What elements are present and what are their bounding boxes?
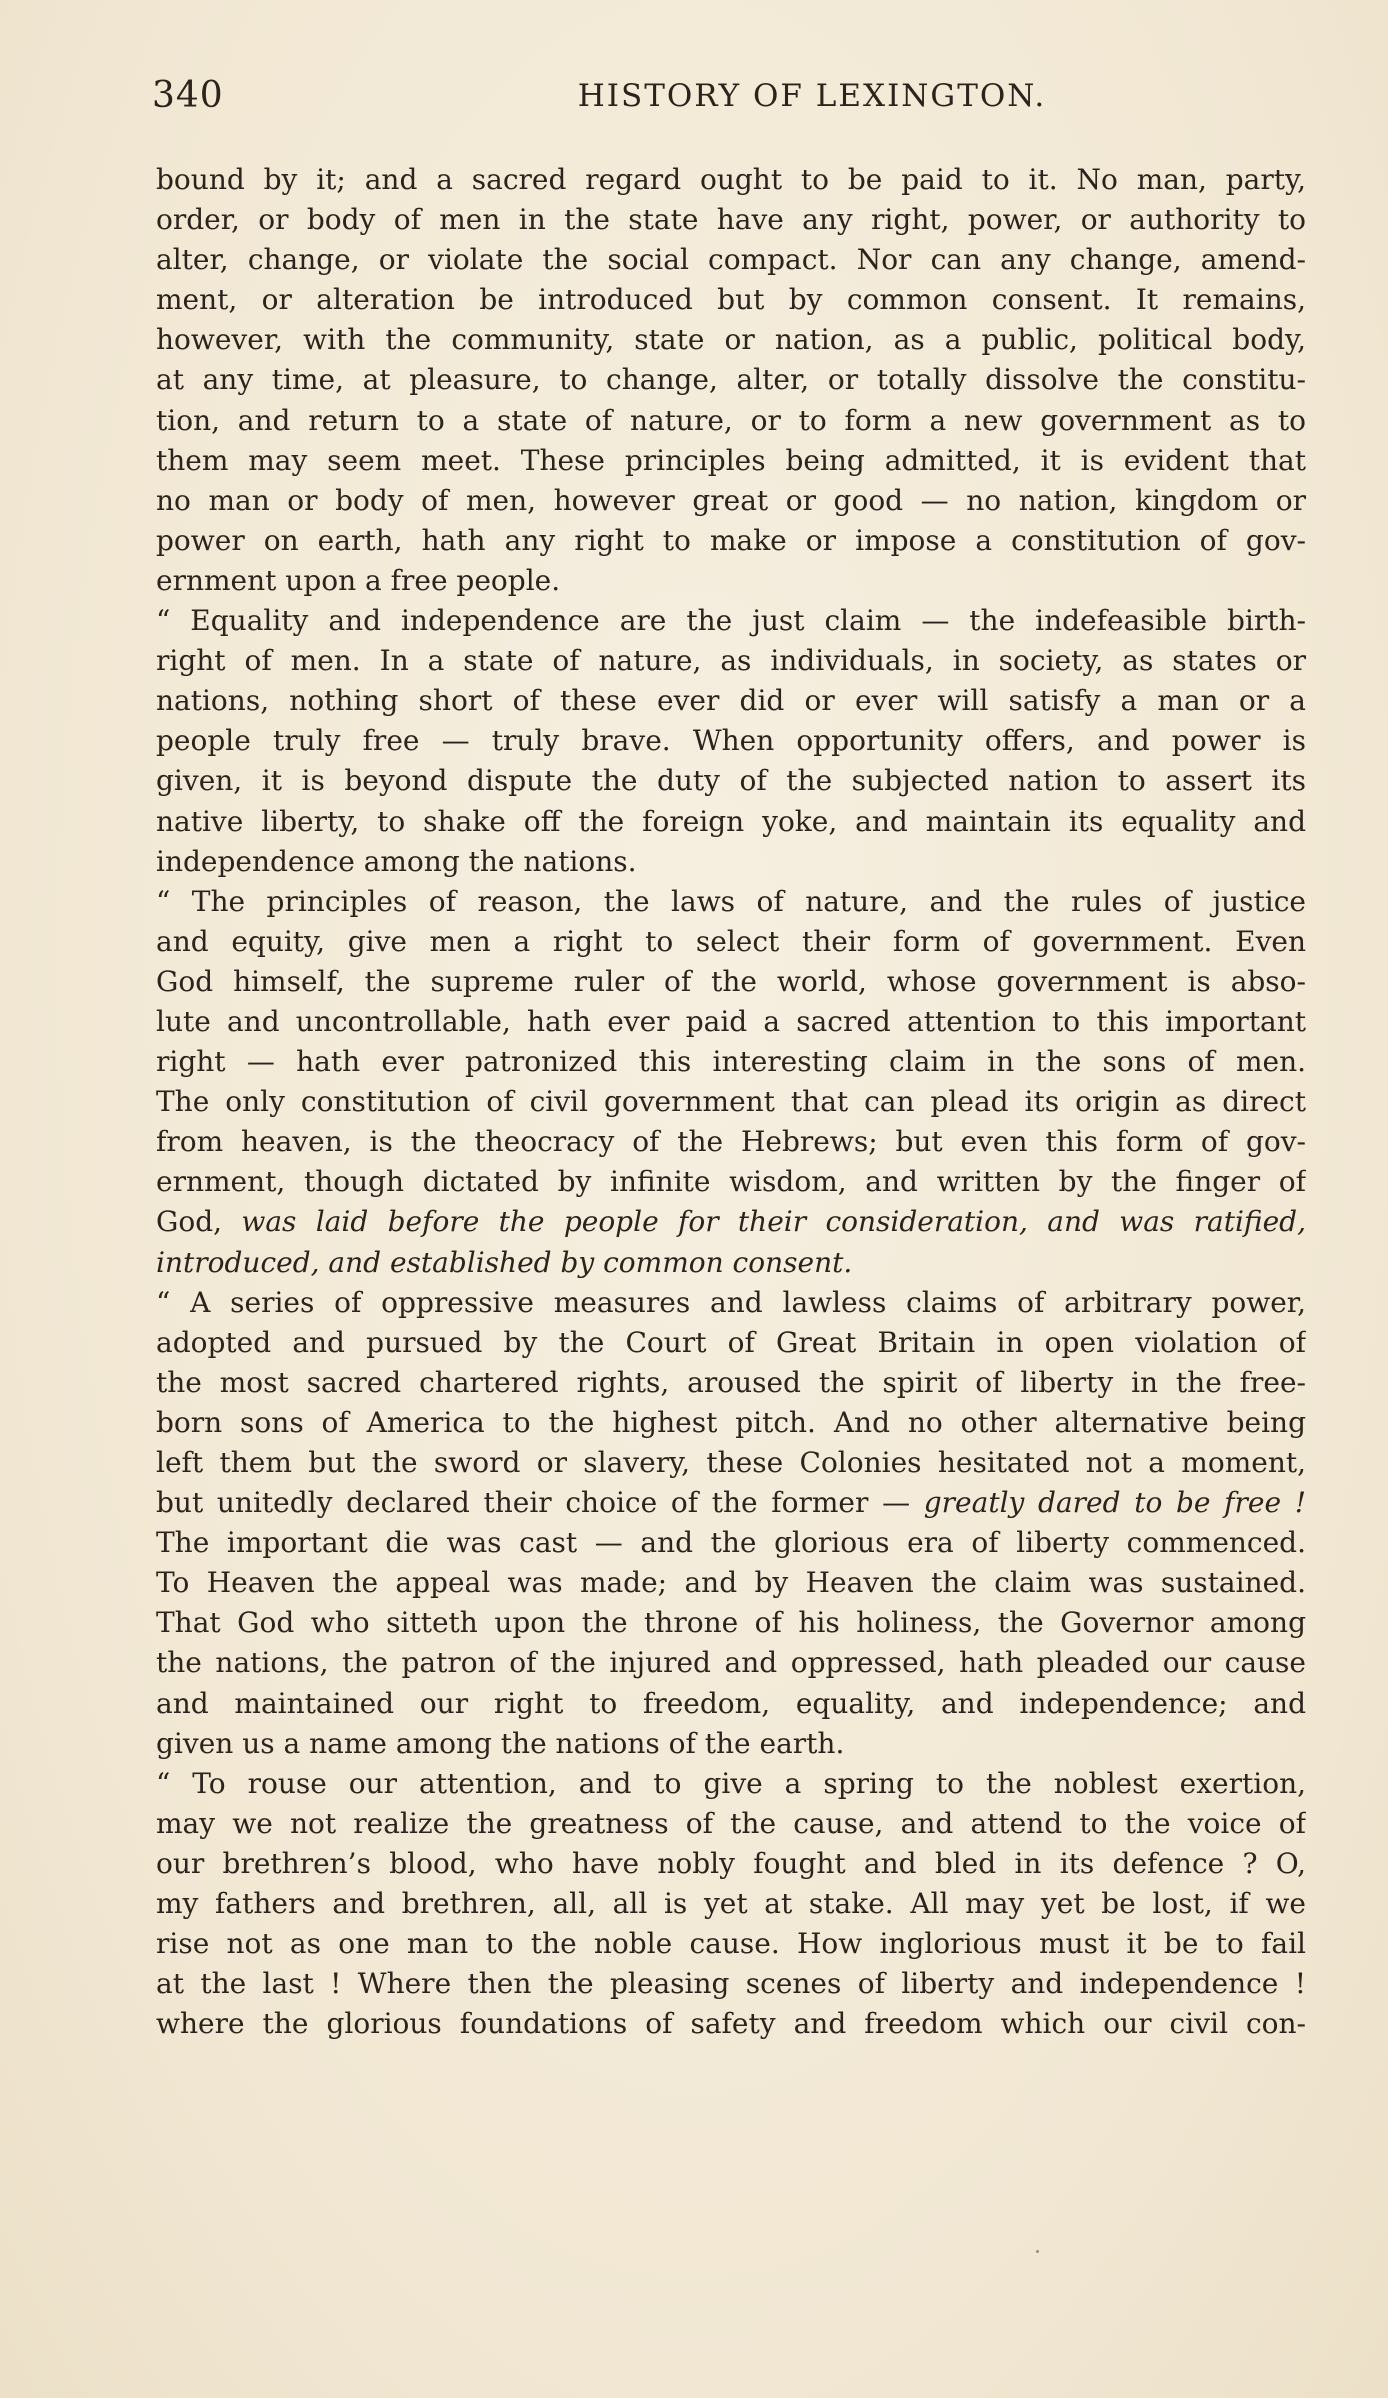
- text-segment: rise not as one man to the noble cause. How inglorious must it be to fail: [156, 1927, 1306, 1961]
- text-line: [156, 1643, 1306, 1683]
- text-segment: God,: [156, 1205, 242, 1239]
- page-number: 340: [152, 75, 224, 116]
- text-segment: That God who sitteth upon the throne of his holiness, the Governor among: [156, 1606, 1306, 1640]
- text-line: [156, 1443, 1306, 1483]
- text-segment: born sons of America to the highest pitch. And no other alternative being: [156, 1405, 1306, 1439]
- text-segment: ment, or alteration be introduced but by common consent. It remains,: [156, 283, 1306, 317]
- text-line: [156, 721, 1306, 761]
- text-segment: where the glorious foundations of safety and freedom which our civil con-: [156, 2007, 1306, 2041]
- text-line: [156, 1523, 1306, 1563]
- text-line: [156, 320, 1306, 360]
- text-segment: however, with the community, state or nation, as a public, political body,: [156, 323, 1306, 357]
- text-segment: nations, nothing short of these ever did or ever will satisfy a man or a: [156, 684, 1306, 718]
- text-segment: “ The principles of reason, the laws of nature, and the rules of justice: [156, 884, 1306, 918]
- text-line: [156, 1283, 1306, 1323]
- text-segment: “ A series of oppressive measures and lawless claims of arbitrary power,: [156, 1285, 1306, 1319]
- text-line: [156, 481, 1306, 521]
- text-segment: left them but the sword or slavery, these Colonies hesitated not a moment,: [156, 1446, 1306, 1479]
- text-segment: God himself, the supreme ruler of the world, whose government is abso-: [156, 964, 1306, 998]
- text-line: [156, 761, 1306, 801]
- text-segment: them may seem meet. These principles being admitted, it is evident that: [156, 443, 1306, 477]
- italic-text: introduced, and established by common consent.: [156, 1245, 853, 1279]
- text-line: [156, 1804, 1306, 1844]
- text-segment: bound by it; and a sacred regard ought to be paid to it. No man, party,: [156, 163, 1306, 196]
- text-segment: right of men. In a state of nature, as individuals, in society, as states or: [156, 644, 1306, 678]
- running-head: [152, 72, 1308, 120]
- text-line: [156, 280, 1306, 320]
- text-line: [156, 962, 1306, 1002]
- text-segment: alter, change, or violate the social compact. Nor can any change, amend-: [156, 243, 1306, 277]
- text-line: [156, 1924, 1306, 1964]
- text-line: [156, 1243, 1306, 1283]
- text-segment: “ To rouse our attention, and to give a spring to the noblest exertion,: [156, 1766, 1306, 1800]
- text-line: [156, 1042, 1306, 1082]
- text-line: [156, 360, 1306, 400]
- text-segment: adopted and pursued by the Court of Great Britain in open violation of: [156, 1325, 1306, 1359]
- text-segment: order, or body of men in the state have any right, power, or authority to: [156, 203, 1306, 237]
- text-line: [156, 842, 1306, 882]
- text-line: [156, 2004, 1306, 2044]
- text-segment: To Heaven the appeal was made; and by Heaven the claim was sustained.: [156, 1566, 1306, 1600]
- body-text: [156, 160, 1306, 2044]
- running-title: HISTORY OF LEXINGTON.: [577, 78, 1047, 114]
- italic-text: was laid before the people for their consideration, and was ratified,: [241, 1205, 1306, 1239]
- text-segment: may we not realize the greatness of the cause, and attend to the voice of: [156, 1806, 1306, 1840]
- text-line: [156, 1764, 1306, 1804]
- text-line: [156, 1684, 1306, 1724]
- text-segment: people truly free — truly brave. When opportunity offers, and power is: [156, 724, 1306, 758]
- text-segment: The important die was cast — and the glorious era of liberty commenced.: [156, 1526, 1306, 1560]
- text-line: [156, 1724, 1306, 1764]
- text-segment: from heaven, is the theocracy of the Hebrews; but even this form of gov-: [156, 1125, 1306, 1159]
- text-line: [156, 200, 1306, 240]
- text-segment: the most sacred chartered rights, aroused the spirit of liberty in the free-: [156, 1365, 1306, 1399]
- text-line: [156, 1202, 1306, 1242]
- text-line: [156, 1082, 1306, 1122]
- text-line: [156, 441, 1306, 481]
- text-line: [156, 601, 1306, 641]
- text-segment: independence among the nations.: [156, 844, 637, 878]
- text-segment: at any time, at pleasure, to change, alter, or totally dissolve the constitu-: [156, 363, 1306, 397]
- text-segment: and maintained our right to freedom, equality, and independence; and: [156, 1686, 1306, 1720]
- text-line: [156, 1162, 1306, 1202]
- text-line: [156, 1363, 1306, 1403]
- text-line: [156, 802, 1306, 842]
- text-line: [156, 1563, 1306, 1603]
- text-segment: ernment, though dictated by infinite wisdom, and written by the finger of: [156, 1165, 1306, 1199]
- text-line: [156, 922, 1306, 962]
- text-segment: ernment upon a free people.: [156, 563, 561, 597]
- text-segment: the nations, the patron of the injured and oppressed, hath pleaded our cause: [156, 1646, 1306, 1680]
- text-line: [156, 1844, 1306, 1884]
- text-line: [156, 1122, 1306, 1162]
- text-segment: given us a name among the nations of the earth.: [156, 1726, 845, 1760]
- text-line: [156, 521, 1306, 561]
- text-segment: at the last ! Where then the pleasing scenes of liberty and independence !: [156, 1967, 1306, 2001]
- text-line: [156, 641, 1306, 681]
- text-segment: my fathers and brethren, all, all is yet at stake. All may yet be lost, if we: [156, 1887, 1306, 1921]
- text-line: [156, 561, 1306, 601]
- text-line: [156, 1964, 1306, 2004]
- text-line: [156, 1603, 1306, 1643]
- text-segment: no man or body of men, however great or good — no nation, kingdom or: [156, 483, 1306, 517]
- text-line: [156, 1323, 1306, 1363]
- text-segment: tion, and return to a state of nature, or to form a new government as to: [156, 403, 1306, 437]
- text-line: [156, 240, 1306, 280]
- text-line: [156, 1884, 1306, 1924]
- text-line: [156, 1002, 1306, 1042]
- text-segment: given, it is beyond dispute the duty of the subjected nation to assert its: [156, 764, 1306, 798]
- text-segment: and equity, give men a right to select their form of government. Even: [156, 924, 1306, 958]
- text-line: [156, 882, 1306, 922]
- text-line: [156, 681, 1306, 721]
- text-segment: power on earth, hath any right to make or impose a constitution of gov-: [156, 523, 1306, 557]
- text-line: [156, 1483, 1306, 1523]
- text-segment: our brethren’s blood, who have nobly fought and bled in its defence ? O,: [156, 1846, 1306, 1880]
- text-segment: native liberty, to shake off the foreign yoke, and maintain its equality and: [156, 804, 1306, 838]
- text-segment: lute and uncontrollable, hath ever paid a sacred attention to this important: [156, 1004, 1306, 1038]
- italic-text: greatly dared to be free !: [923, 1486, 1306, 1520]
- print-speck: [1036, 2250, 1039, 2253]
- text-segment: but unitedly declared their choice of the former —: [156, 1486, 924, 1520]
- text-line: [156, 160, 1306, 200]
- text-line: [156, 401, 1306, 441]
- text-segment: The only constitution of civil government that can plead its origin as direct: [156, 1085, 1306, 1119]
- text-segment: right — hath ever patronized this interesting claim in the sons of men.: [156, 1045, 1306, 1079]
- text-segment: “ Equality and independence are the just claim — the indefeasible birth-: [156, 604, 1306, 638]
- text-line: [156, 1403, 1306, 1443]
